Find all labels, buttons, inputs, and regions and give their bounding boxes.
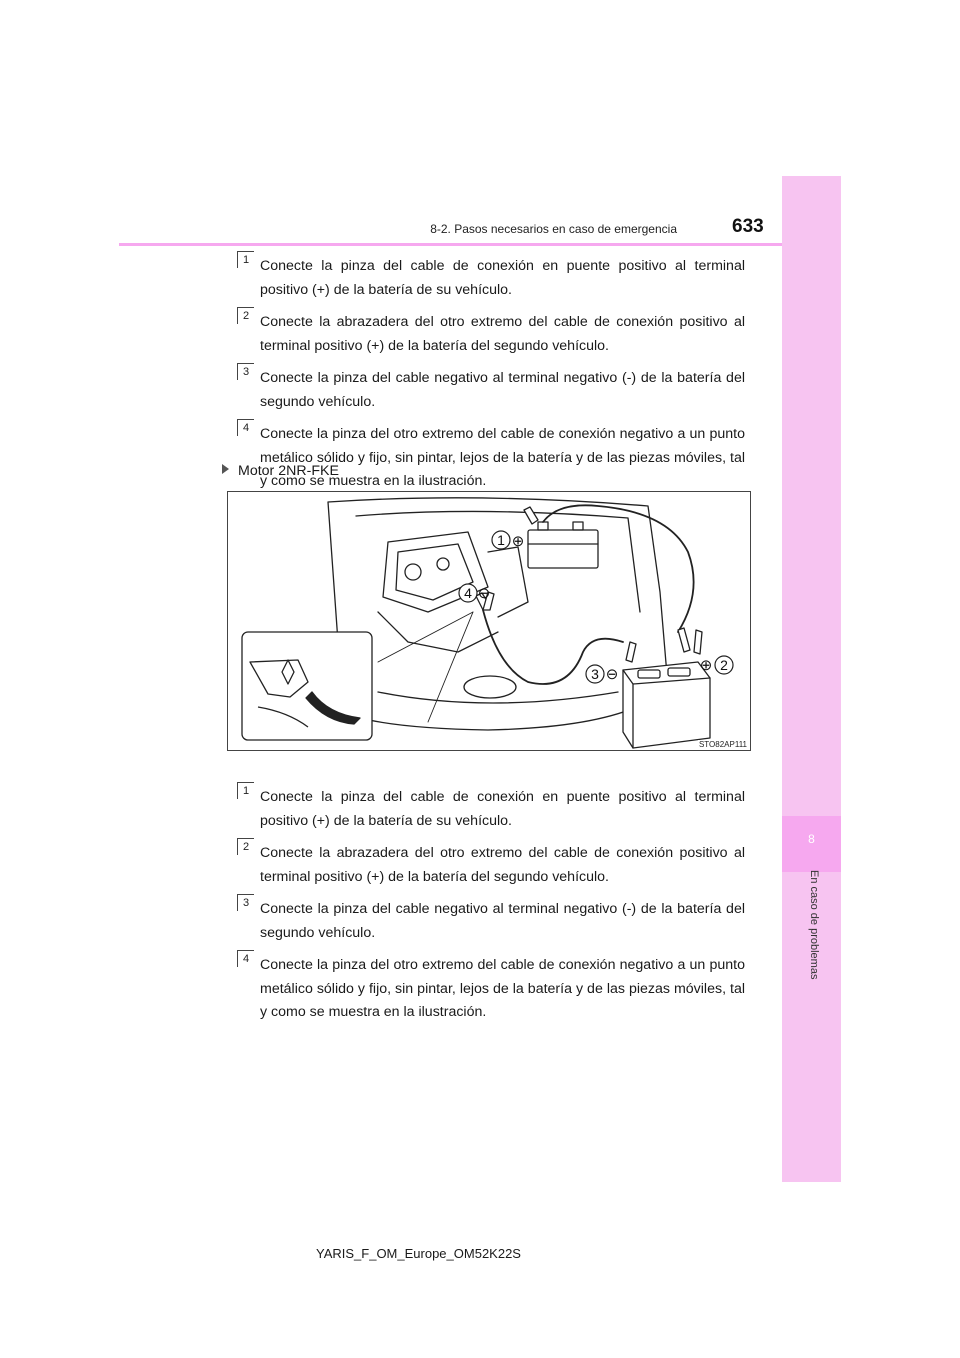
callout-label: 3 (591, 666, 599, 682)
step-item (237, 311, 745, 358)
jump-start-illustration (227, 491, 751, 751)
page-number: 633 (732, 216, 764, 237)
step-item (237, 898, 745, 945)
document-code: YARIS_F_OM_Europe_OM52K22S (316, 1246, 521, 1261)
figure-code: STO82AP111 (698, 740, 747, 749)
step-number-badge: 1 (237, 782, 254, 799)
step-number-badge: 4 (237, 950, 254, 967)
chapter-tab-upper (782, 176, 841, 816)
step-item (237, 367, 745, 414)
step-text: Conecte la abrazadera del otro extremo del cable de conexión positivo al terminal positivo (+) de la batería del segundo vehículo. (260, 314, 745, 354)
steps-list-bottom (237, 786, 745, 1034)
svg-text:⊕: ⊕ (699, 657, 713, 674)
section-title: 8-2. Pasos necesarios en caso de emergencia (430, 222, 677, 236)
callout-label: 2 (720, 657, 728, 673)
step-text: Conecte la pinza del otro extremo del cable de conexión negativo a un punto metálico sólido y fijo, sin pintar, lejos de la batería y de las piezas móviles, tal y como se muestra en la ilustración. (260, 957, 745, 1020)
step-item (237, 842, 745, 889)
step-item (237, 954, 745, 1025)
step-text: Conecte la pinza del otro extremo del cable de conexión negativo a un punto metálico sólido y fijo, sin pintar, lejos de la batería y de las piezas móviles, tal y como se muestra en la ilustración. (260, 426, 745, 489)
step-text: Conecte la pinza del cable de conexión en puente positivo al terminal positivo (+) de la batería de su vehículo. (260, 258, 745, 298)
step-item (237, 255, 745, 302)
step-item (237, 786, 745, 833)
step-item (237, 423, 745, 494)
svg-text:⊖: ⊖ (477, 585, 491, 602)
engine-bay-drawing (228, 492, 750, 750)
svg-text:⊖: ⊖ (605, 666, 619, 683)
step-number-badge: 4 (237, 419, 254, 436)
triangle-bullet-icon (222, 464, 229, 474)
step-number-badge: 2 (237, 838, 254, 855)
chapter-number: 8 (808, 832, 815, 846)
step-number-badge: 1 (237, 251, 254, 268)
step-text: Conecte la pinza del cable de conexión en puente positivo al terminal positivo (+) de la batería de su vehículo. (260, 789, 745, 829)
header-rule (119, 243, 782, 246)
step-number-badge: 3 (237, 363, 254, 380)
step-text: Conecte la abrazadera del otro extremo del cable de conexión positivo al terminal positivo (+) de la batería del segundo vehículo. (260, 845, 745, 885)
svg-text:⊕: ⊕ (511, 533, 525, 550)
engine-label: Motor 2NR-FKE (238, 463, 339, 479)
step-number-badge: 3 (237, 894, 254, 911)
step-text: Conecte la pinza del cable negativo al terminal negativo (-) de la batería del segundo vehículo. (260, 370, 745, 410)
callout-label: 4 (464, 585, 472, 601)
step-text: Conecte la pinza del cable negativo al terminal negativo (-) de la batería del segundo vehículo. (260, 901, 745, 941)
step-number-badge: 2 (237, 307, 254, 324)
engine-subheading (222, 463, 339, 479)
callout-label: 1 (497, 532, 505, 548)
chapter-title: En caso de problemas (808, 870, 820, 980)
